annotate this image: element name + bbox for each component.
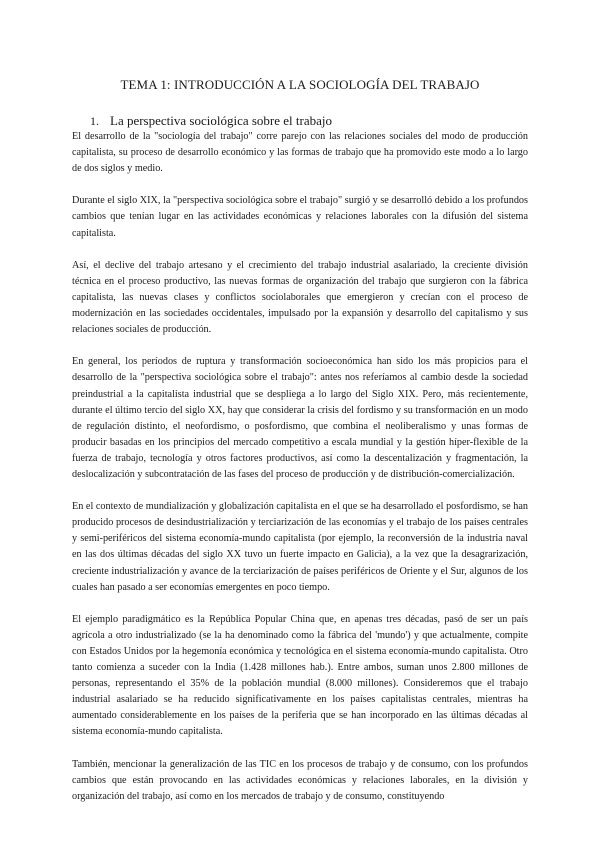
- document-page: [72, 0, 528, 805]
- section-number: 1.: [90, 114, 99, 128]
- paragraph: El desarrollo de la "sociología del trabajo" corre parejo con las relaciones sociales del modo de producción capitalista, su proceso de desarrollo económico y las formas de trabajo que ha promovido este modo a lo largo de dos siglos y medio.: [72, 131, 528, 175]
- paragraph: El ejemplo paradigmático es la República Popular China que, en apenas tres décadas, pasó de ser un país agrícola a otro industrializado (se la ha denominado como la fábrica del 'mundo') y que actualmente, compite con Estados Unidos por la hegemonía económica y tecnológica en el sistema economía-mundo capitalista. Otro tanto comienza a suceder con la India (1.428 millones hab.). Entre ambos, suman unos 2.800 millones de personas, representando el 35% de la población mundial (8.000 millones). Consideremos que el trabajo industrial asalariado se ha reducido significativamente en los países capitalistas centrales, mientras ha aumentado considerablemente en los países de la periferia que se han incorporado en las últimas décadas al sistema economía-mundo capitalista.: [72, 613, 528, 738]
- paragraph: En el contexto de mundialización y globalización capitalista en el que se ha desarrollado el posfordismo, se han producido procesos de desindustrialización y terciarización de las economías y el trabajo de los países centrales y semi-periféricos del sistema economía-mundo capitalista (por ejemplo, la reconversión de la industria naval en las dos últimas décadas del siglo XX tuvo un fuerte impacto en Galicia), a la vez que la desagrarización, creciente industrialización y avance de la terciarización de países periféricos de Oriente y el Sur, algunos de los cuales han pasado a ser economías emergentes en poco tiempo.: [72, 501, 528, 593]
- document-title: TEMA 1: INTRODUCCIÓN A LA SOCIOLOGÍA DEL TRABAJO: [120, 77, 480, 92]
- paragraph: También, mencionar la generalización de las TIC en los procesos de trabajo y de consumo, con los profundos cambios que están provocando en las actividades económicas y relaciones laborales, en la división y organización del trabajo, así como en los mercados de trabajo y de consumo, constituyendo: [72, 758, 528, 802]
- section-heading-text: La perspectiva sociológica sobre el trabajo: [110, 113, 332, 128]
- section-heading: [72, 113, 528, 129]
- paragraph: En general, los períodos de ruptura y transformación socioeconómica han sido los más propicios para el desarrollo de la "perspectiva sociológica sobre el trabajo": antes nos referíamos al cambio desde la sociedad preindustrial a la capitalista industrial que se despliega a lo largo del Siglo XIX. Pero, más recientemente, durante el último tercio del siglo XX, hay que considerar la crisis del fordismo y su transformación en un modo de regulación distinto, el neofordismo, o posfordismo, que combina el neoliberalismo y unas formas de producir basadas en los principios del mercado competitivo a escala mundial y la gestión híper-flexible de la fuerza de trabajo, tecnología y otros factores productivos, así como la descentalización y fragmentación, la deslocalización y subcontratación de las fases del proceso de producción y de distribución-comercialización.: [72, 356, 528, 480]
- paragraph: Durante el siglo XIX, la "perspectiva sociológica sobre el trabajo" surgió y se desarrolló debido a los profundos cambios que tenían lugar en las actividades económicas y relaciones laborales con la difusión del sistema capitalista.: [72, 195, 528, 239]
- paragraph: Así, el declive del trabajo artesano y el crecimiento del trabajo industrial asalariado, la creciente división técnica en el proceso productivo, las nuevas formas de organización del trabajo que surgieron con la fábrica capitalista, las nuevas clases y conflictos sociolaborales que emergieron y crecían con el proceso de modernización en las sociedades occidentales, impulsado por la expansión y desarrollo del capitalismo y sus relaciones sociales de producción.: [72, 259, 528, 336]
